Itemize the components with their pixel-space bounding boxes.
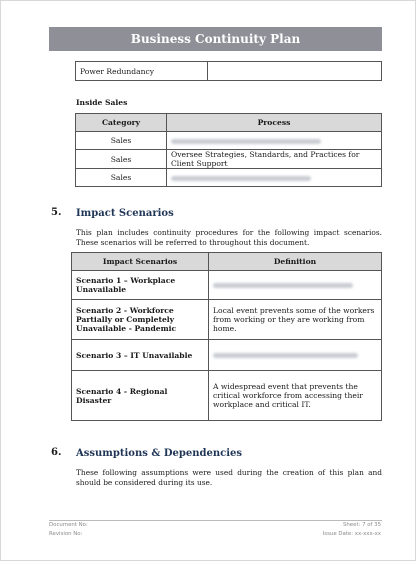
definition-cell-redacted [209, 340, 382, 371]
category-cell: Sales [76, 132, 167, 150]
section-number: 5. [51, 207, 62, 218]
section-intro: This plan includes continuity procedures for the following impact scenarios. These scenarios will be referred to throughout this document. [76, 228, 382, 247]
process-cell-redacted [167, 169, 382, 187]
definition-cell-redacted [209, 271, 382, 300]
table-row [72, 371, 382, 421]
section-heading: Assumptions & Dependencies [76, 448, 243, 459]
table-row [76, 132, 382, 150]
section-heading: Impact Scenarios [76, 208, 174, 219]
definition-cell: Local event prevents some of the workers from working or they are working from home. [209, 300, 382, 340]
footer-right [323, 521, 381, 539]
redacted-text [213, 283, 353, 288]
redacted-text [171, 139, 321, 144]
row-value [208, 62, 382, 81]
redacted-text [213, 353, 358, 358]
column-header-scenario: Impact Scenarios [72, 253, 209, 271]
table-header-row [72, 253, 382, 271]
revision-number-label: Revision No: [49, 531, 83, 537]
category-cell: Sales [76, 150, 167, 169]
table-row [72, 340, 382, 371]
issue-date: Issue Date: xx-xxx-xx [322, 531, 381, 537]
redacted-text [171, 176, 311, 181]
scenario-cell: Scenario 4 - Regional Disaster [72, 371, 209, 421]
table-header-row [76, 114, 382, 132]
section-number: 6. [51, 447, 62, 458]
inside-sales-label: Inside Sales [76, 98, 128, 107]
scenario-cell: Scenario 3 – IT Unavailable [72, 340, 209, 371]
scenario-cell: Scenario 2 - Workforce Partially or Completely Unavailable - Pandemic [72, 300, 209, 340]
page-title-banner: Business Continuity Plan [49, 27, 382, 51]
impact-scenarios-table [71, 252, 382, 421]
scenario-cell: Scenario 1 – Workplace Unavailable [72, 271, 209, 300]
column-header-category: Category [76, 114, 167, 132]
category-cell: Sales [76, 169, 167, 187]
sheet-number: Sheet: 7 of 35 [342, 522, 381, 528]
process-cell-redacted [167, 132, 382, 150]
table-row [72, 300, 382, 340]
table-row [76, 150, 382, 169]
column-header-process: Process [167, 114, 382, 132]
inside-sales-table [75, 113, 382, 187]
table-row [76, 169, 382, 187]
power-redundancy-table [75, 61, 382, 81]
row-label: Power Redundancy [76, 62, 208, 81]
definition-cell: A widespread event that prevents the critical workforce from accessing their workplace and critical IT. [209, 371, 382, 421]
process-cell: Oversee Strategies, Standards, and Practices for Client Support [167, 150, 382, 169]
section-text: These following assumptions were used during the creation of this plan and should be considered during its use. [76, 468, 382, 487]
table-row [76, 62, 382, 81]
document-number-label: Document No: [49, 522, 88, 528]
footer-left [49, 521, 88, 539]
table-row [72, 271, 382, 300]
column-header-definition: Definition [209, 253, 382, 271]
